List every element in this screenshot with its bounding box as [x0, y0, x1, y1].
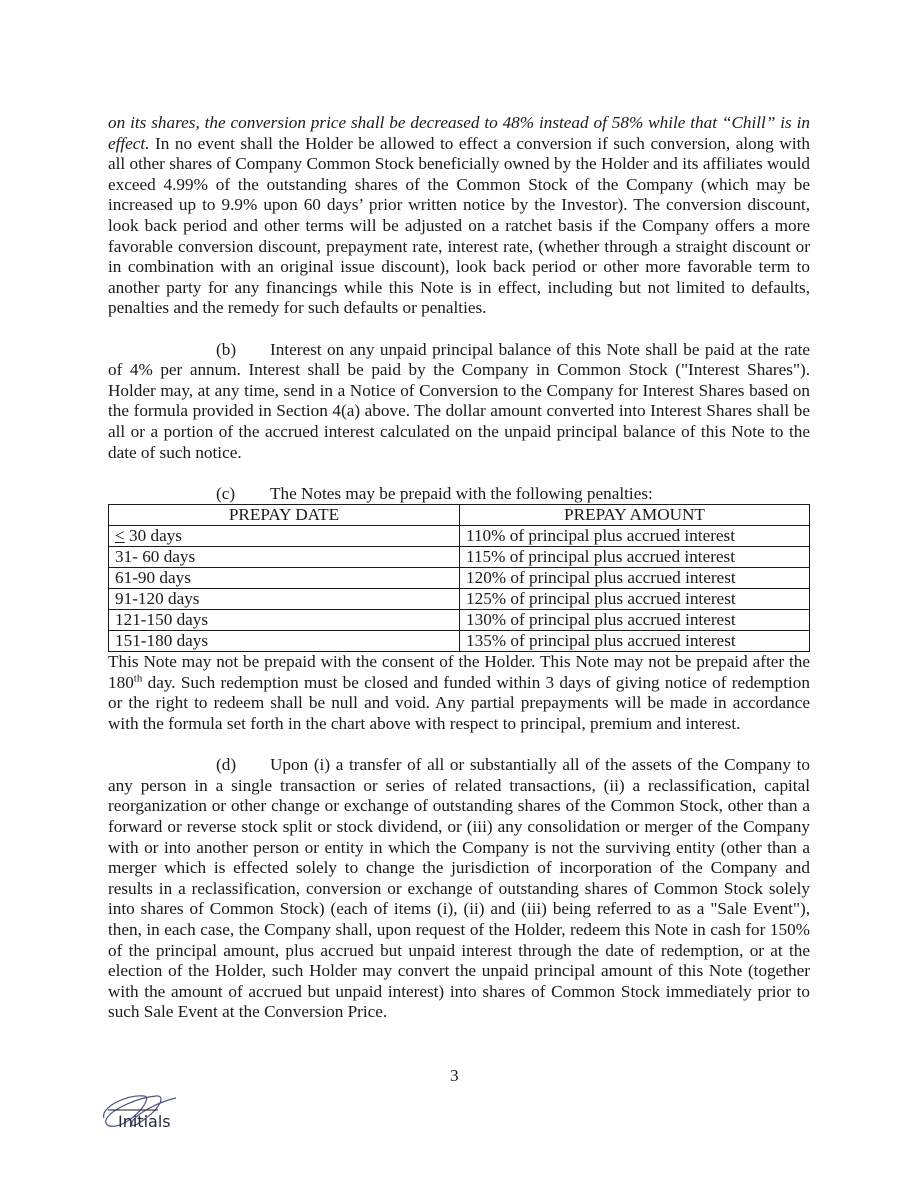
prepay-amount-cell: 125% of principal plus accrued interest — [460, 589, 810, 610]
ordinal-suffix: th — [133, 672, 143, 685]
page-number: 3 — [450, 1066, 459, 1085]
header-prepay-date: PREPAY DATE — [109, 505, 460, 526]
paragraph-c — [108, 484, 810, 505]
table-header-row — [109, 505, 810, 526]
paragraph-a-continuation — [108, 113, 810, 319]
paragraph-b-label: (b) — [216, 339, 237, 359]
prepay-table — [108, 504, 810, 652]
prepay-date-cell: < 30 days — [109, 526, 460, 547]
header-prepay-amount: PREPAY AMOUNT — [460, 505, 810, 526]
table-row — [109, 610, 810, 631]
table-row — [109, 526, 810, 547]
table-row — [109, 547, 810, 568]
paragraph-b-text: Interest on any unpaid principal balance of this Note shall be paid at the rate of 4% per annum. Interest shall be paid by the Company in Common Stock ("Interest Shares"). Holder may, at any time, send in a Notice of Conversion to the Company for Interest Shares based on the formula provided in Section 4(a) above. The dollar amount converted into Interest Shares shall be all or a portion of the accrued interest calculated on the unpaid principal balance of this Note to the date of such notice. — [108, 339, 810, 462]
document-page — [108, 113, 810, 1023]
paragraph-d-text: Upon (i) a transfer of all or substantially all of the assets of the Company to any person in a single transaction or series of related transactions, (ii) a reclassification, capital reorganization or other change or exchange of outstanding shares of the Common Stock, other than a forward or reverse stock split or stock dividend, or (iii) any consolidation or merger of the Company with or into another person or entity in which the Company is not the surviving entity (other than a merger which is effected solely to change the jurisdiction of incorporation of the Company and results in a reclassification, conversion or exchange of outstanding shares of Common Stock solely into shares of Common Stock) (each of items (i), (ii) and (iii) being referred to as a "Sale Event"), then, in each case, the Company shall, upon request of the Holder, redeem this Note in cash for 150% of the principal amount, plus accrued but unpaid interest through the date of redemption, or at the election of the Holder, such Holder may convert the unpaid principal amount of this Note (together with the amount of accrued but unpaid interest) into shares of Common Stock immediately prior to such Sale Event at the Conversion Price. — [108, 755, 810, 1022]
paragraph-c-label: (c) — [216, 483, 236, 503]
paragraph-d — [108, 755, 810, 1023]
prepay-amount-cell: 135% of principal plus accrued interest — [460, 631, 810, 652]
table-row — [109, 631, 810, 652]
paragraph-c-text: The Notes may be prepaid with the following penalties: — [270, 483, 653, 503]
prepay-date-cell: 121-150 days — [109, 610, 460, 631]
table-row — [109, 568, 810, 589]
paragraph-b — [108, 340, 810, 464]
paragraph-c-after-table: This Note may not be prepaid with the consent of the Holder. This Note may not be prepaid after the 180th day. Such redemption must be closed and funded within 3 days of giving notice of redemption or the right to redeem shall be null and void. Any partial prepayments will be made in accordance with the formula set forth in the chart above with respect to principal, premium and interest. — [108, 652, 810, 734]
prepay-date-cell: 61-90 days — [109, 568, 460, 589]
prepay-amount-cell: 115% of principal plus accrued interest — [460, 547, 810, 568]
prepay-date-cell: 151-180 days — [109, 631, 460, 652]
less-equal-symbol: < — [115, 526, 125, 546]
prepay-date-cell: 31- 60 days — [109, 547, 460, 568]
table-row — [109, 589, 810, 610]
prepay-date-cell: 91-120 days — [109, 589, 460, 610]
prepay-amount-cell: 120% of principal plus accrued interest — [460, 568, 810, 589]
prepay-amount-cell: 130% of principal plus accrued interest — [460, 610, 810, 631]
paragraph-a-text: In no event shall the Holder be allowed to effect a conversion if such conversion, along with all other shares of Company Common Stock beneficially owned by the Holder and its affiliates would exceed 4.99% of the outstanding shares of the Common Stock of the Company (which may be increased up to 9.9% upon 60 days’ prior written notice by the Investor). The conversion discount, look back period and other terms will be adjusted on a ratchet basis if the Company offers a more favorable conversion discount, prepayment rate, interest rate, (whether through a straight discount or in combination with an original issue discount), look back period or other more favorable term to another party for any financings while this Note is in effect, including but not limited to defaults, penalties and the remedy for such defaults or penalties. — [108, 133, 810, 318]
prepay-amount-cell: 110% of principal plus accrued interest — [460, 526, 810, 547]
chill-clause: on its shares, the conversion price shall be decreased to 48% instead of 58% while that “Chill” is in effect. — [108, 113, 810, 153]
initials-label: Initials — [118, 1112, 171, 1131]
paragraph-d-label: (d) — [216, 755, 237, 775]
